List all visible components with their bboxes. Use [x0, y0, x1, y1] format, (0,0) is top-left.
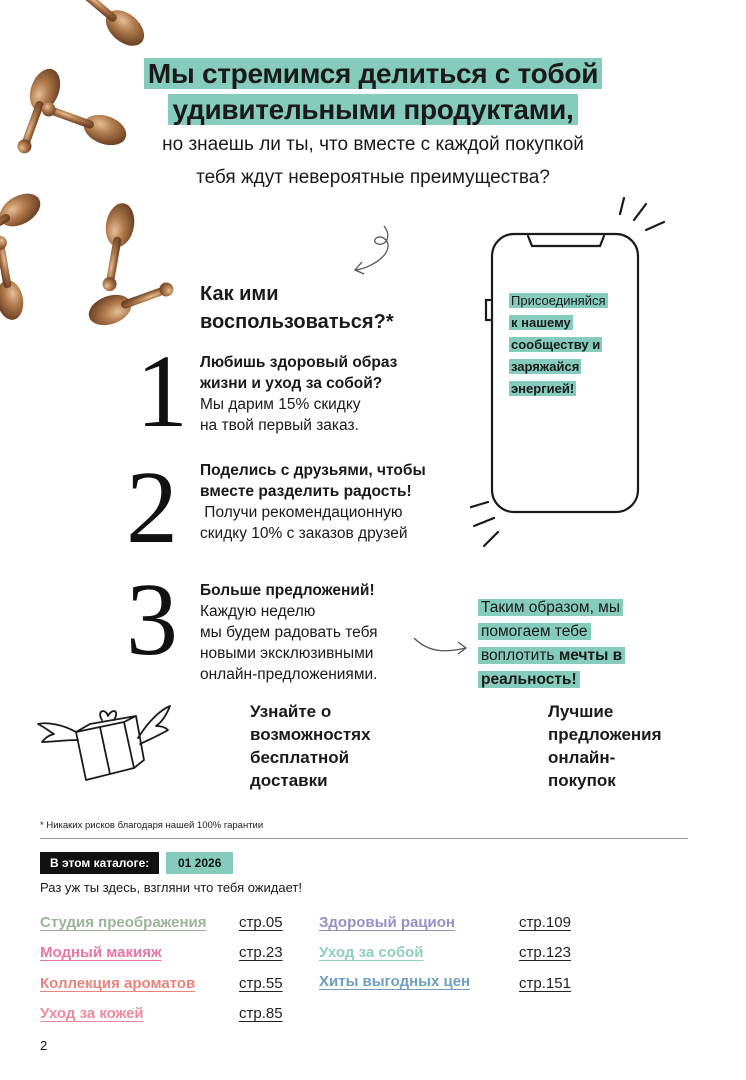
headline-line4: тебя ждут невероятные преимущества? — [196, 167, 550, 188]
delivery-line2: возможностях — [250, 725, 371, 744]
step-3-body-line2: мы будем радовать тебя — [200, 624, 378, 641]
catalog-label: В этом каталоге: — [40, 852, 159, 874]
step-number-2: 2 — [126, 450, 178, 565]
phone-text-line4: заряжайся — [511, 359, 580, 374]
phone-text-line2: к нашему — [511, 315, 571, 330]
summary-line1: Таким образом, мы — [478, 599, 623, 616]
summary-line3a: воплотить — [481, 647, 559, 664]
page-link-best-price-hits[interactable]: стр.151 — [519, 975, 571, 992]
section-link-healthy-diet[interactable]: Здоровый рацион — [319, 914, 455, 931]
step-3-title: Больше предложений! — [200, 582, 375, 599]
step-1-title-line1: Любишь здоровый образ — [200, 354, 398, 371]
page-link-skin-care[interactable]: стр.85 — [239, 1005, 283, 1022]
step-3-body-line3: новыми эксклюзивными — [200, 645, 374, 662]
section-link-best-price-hits[interactable]: Хиты выгодных цен — [319, 973, 471, 990]
step-3-body-line4: онлайн-предложениями. — [200, 666, 378, 683]
winged-gift-icon — [36, 694, 176, 794]
headline-line3: но знаешь ли ты, что вместе с каждой покупкой — [162, 134, 584, 155]
online-line4: покупок — [548, 771, 616, 790]
section-link-self-care[interactable]: Уход за собой — [319, 944, 424, 961]
catalog-intro: Раз уж ты здесь, взгляни что тебя ожидает! — [40, 880, 302, 895]
step-number-1: 1 — [136, 334, 188, 449]
step-number-3: 3 — [126, 562, 178, 677]
headline — [0, 56, 746, 194]
divider — [40, 838, 688, 839]
step-2-title-line2: вместе разделить радость! — [200, 483, 412, 500]
headline-line1: Мы стремимся делиться с тобой — [144, 58, 602, 89]
step-3-text — [200, 580, 440, 685]
summary-line3b: мечты в — [558, 647, 623, 664]
step-2-body-line2: скидку 10% с заказов друзей — [200, 525, 408, 542]
phone-text-line1: Присоединяйся — [511, 293, 606, 308]
page-link-fashion-makeup[interactable]: стр.23 — [239, 944, 283, 961]
step-1-text — [200, 352, 440, 436]
step-1-title-line2: жизни и уход за собой? — [200, 375, 383, 392]
footnote: * Никаких рисков благодаря нашей 100% гарантии — [40, 820, 264, 831]
section-link-skin-care[interactable]: Уход за кожей — [40, 1005, 144, 1022]
arrow-right-icon — [412, 630, 472, 660]
step-3-body-line1: Каждую неделю — [200, 603, 316, 620]
online-line3: онлайн- — [548, 748, 616, 767]
section-link-fragrance-collection[interactable]: Коллекция ароматов — [40, 975, 196, 992]
section-link-fashion-makeup[interactable]: Модный макияж — [40, 944, 162, 961]
step-1-body-line1: Мы дарим 15% скидку — [200, 396, 361, 413]
curved-arrow-icon — [348, 222, 418, 282]
step-2-title-line1: Поделись с друзьями, чтобы — [200, 462, 426, 479]
online-line2: предложения — [548, 725, 662, 744]
delivery-line1: Узнайте о — [250, 702, 332, 721]
page-link-transformation-studio[interactable]: стр.05 — [239, 914, 283, 931]
step-1-body-line2: на твой первый заказ. — [200, 417, 359, 434]
phone-text-line3: сообществу и — [511, 337, 601, 352]
page-number: 2 — [40, 1038, 48, 1053]
page-link-self-care[interactable]: стр.123 — [519, 944, 571, 961]
online-line1: Лучшие — [548, 702, 614, 721]
step-2-text — [200, 460, 460, 544]
page-link-fragrance-collection[interactable]: стр.55 — [239, 975, 283, 992]
headline-line2: удивительными продуктами, — [168, 94, 577, 125]
benefit-free-delivery — [250, 700, 371, 792]
summary-text — [478, 596, 648, 692]
catalog-issue: 01 2026 — [166, 852, 233, 874]
delivery-line3: бесплатной — [250, 748, 350, 767]
delivery-line4: доставки — [250, 771, 328, 790]
phone-text-line5: энергией! — [511, 381, 575, 396]
step-2-body-line1: Получи рекомендационную — [200, 504, 403, 521]
summary-line2: помогаем тебе — [478, 623, 591, 640]
phone-screen-text — [509, 290, 627, 400]
how-to-use-title: Как ими воспользоваться?* — [200, 283, 394, 333]
summary-line4: реальность! — [478, 671, 580, 688]
section-link-transformation-studio[interactable]: Студия преображения — [40, 914, 207, 931]
benefit-online-offers — [548, 700, 662, 792]
page-link-healthy-diet[interactable]: стр.109 — [519, 914, 571, 931]
